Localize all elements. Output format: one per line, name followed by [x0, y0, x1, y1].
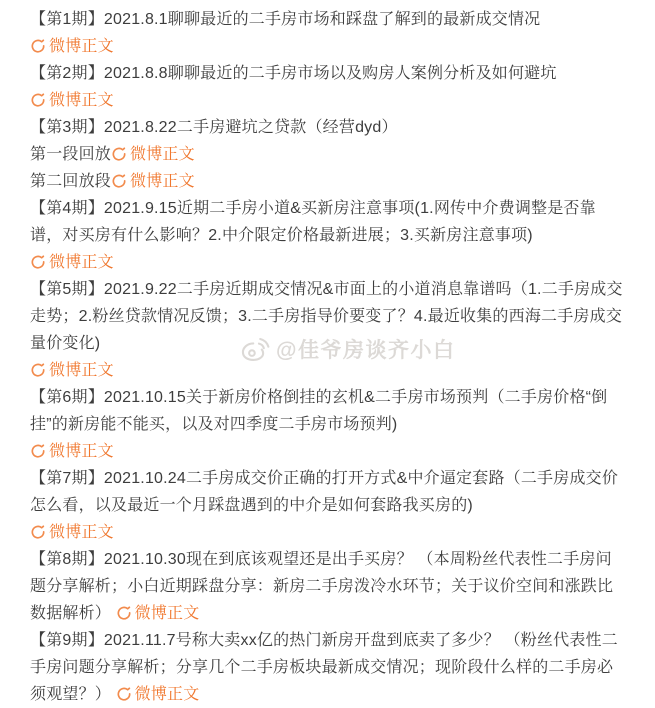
weibo-article-link-label: 微博正文: [130, 173, 195, 190]
post-paragraph: [30, 546, 627, 627]
post-paragraph: [30, 627, 627, 708]
article-link-line: [30, 249, 627, 276]
article-link-line: [30, 33, 627, 60]
weibo-article-link[interactable]: [30, 38, 114, 55]
paragraph-text: 【第2期】2021.8.8聊聊最近的二手房市场以及购房人案例分析及如何避坑: [30, 65, 557, 82]
paragraph-text: 【第6期】2021.10.15关于新房价格倒挂的玄机&二手房市场预判（二手房价格“倒挂”的新房能不能买，以及对四季度二手房市场预判): [30, 389, 608, 433]
post-paragraph: [30, 60, 627, 87]
weibo-article-link-label: 微博正文: [49, 254, 114, 271]
post-paragraph: [30, 195, 627, 249]
weibo-article-link-label: 微博正文: [134, 605, 200, 622]
weibo-article-link-label: 微博正文: [49, 443, 114, 460]
weibo-article-link[interactable]: [30, 443, 114, 460]
article-link-line: [30, 87, 627, 114]
weibo-article-link[interactable]: [111, 173, 195, 190]
paragraph-text: 【第9期】2021.11.7号称大卖xx亿的热门新房开盘到底卖了多少？ （粉丝代表性二手房问题分享解析；分享几个二手房板块最新成交情况；现阶段什么样的二手房必须观望？）: [30, 632, 618, 703]
post-paragraph: [30, 465, 627, 519]
weibo-article-link[interactable]: [116, 605, 200, 622]
post-paragraph: [30, 6, 627, 33]
article-link-line: [30, 168, 627, 195]
weibo-article-link-icon: [111, 173, 127, 189]
article-link-line: [30, 438, 627, 465]
article-link-line: [30, 519, 627, 546]
weibo-article-link[interactable]: [30, 362, 114, 379]
paragraph-text: 【第7期】2021.10.24二手房成交价正确的打开方式&中介逼定套路（二手房成交价怎么看，以及最近一个月踩盘遇到的中介是如何套路我买房的): [30, 470, 619, 514]
weibo-article-link-label: 微博正文: [134, 686, 200, 703]
article-link-line: [30, 357, 627, 384]
weibo-article-link-icon: [30, 362, 46, 378]
replay-label: 第一段回放: [30, 146, 112, 163]
weibo-article-link-icon: [116, 686, 132, 702]
article-link-line: [30, 141, 627, 168]
weibo-article-link-label: 微博正文: [130, 146, 195, 163]
weibo-article-link-label: 微博正文: [49, 362, 114, 379]
weibo-article-link-label: 微博正文: [49, 92, 114, 109]
watermark-handle: @佳爷房谈齐小白: [276, 338, 456, 362]
paragraph-text: 【第5期】2021.9.22二手房近期成交情况&市面上的小道消息靠谱吗（1.二手房成交走势；2.粉丝贷款情况反馈；3.二手房指导价要变了？4.最近收集的西海二手房成交量价变化): [30, 281, 623, 352]
weibo-article-link-icon: [30, 92, 46, 108]
weibo-article-link-icon: [30, 38, 46, 54]
replay-label: 第二回放段: [30, 173, 112, 190]
weibo-article-link[interactable]: [111, 146, 195, 163]
paragraph-text: 【第3期】2021.8.22二手房避坑之贷款（经营dyd）: [30, 119, 398, 136]
post-paragraph: [30, 114, 627, 141]
paragraph-text: 【第1期】2021.8.1聊聊最近的二手房市场和踩盘了解到的最新成交情况: [30, 11, 541, 28]
weibo-article-link-icon: [111, 146, 127, 162]
weibo-article-link-icon: [30, 254, 46, 270]
paragraph-text: 【第4期】2021.9.15近期二手房小道&买新房注意事项(1.网传中介费调整是否靠谱，对买房有什么影响？2.中介限定价格最新进展；3.买新房注意事项): [30, 200, 596, 244]
weibo-article-link-icon: [116, 605, 132, 621]
weibo-article-link[interactable]: [30, 524, 114, 541]
paragraph-text: 【第8期】2021.10.30现在到底该观望还是出手买房？ （本周粉丝代表性二手房问题分享解析；小白近期踩盘分享：新房二手房泼冷水环节；关于议价空间和涨跌比数据解析）: [30, 551, 614, 622]
weibo-article-link[interactable]: [30, 92, 114, 109]
weibo-article-link[interactable]: [30, 254, 114, 271]
weibo-article-link-label: 微博正文: [49, 38, 114, 55]
weibo-article-link-label: 微博正文: [49, 524, 114, 541]
post-paragraph: [30, 276, 627, 357]
weibo-article-link-icon: [30, 443, 46, 459]
weibo-article-link-icon: [30, 524, 46, 540]
weibo-article-link[interactable]: [116, 686, 200, 703]
post-paragraph: [30, 384, 627, 438]
